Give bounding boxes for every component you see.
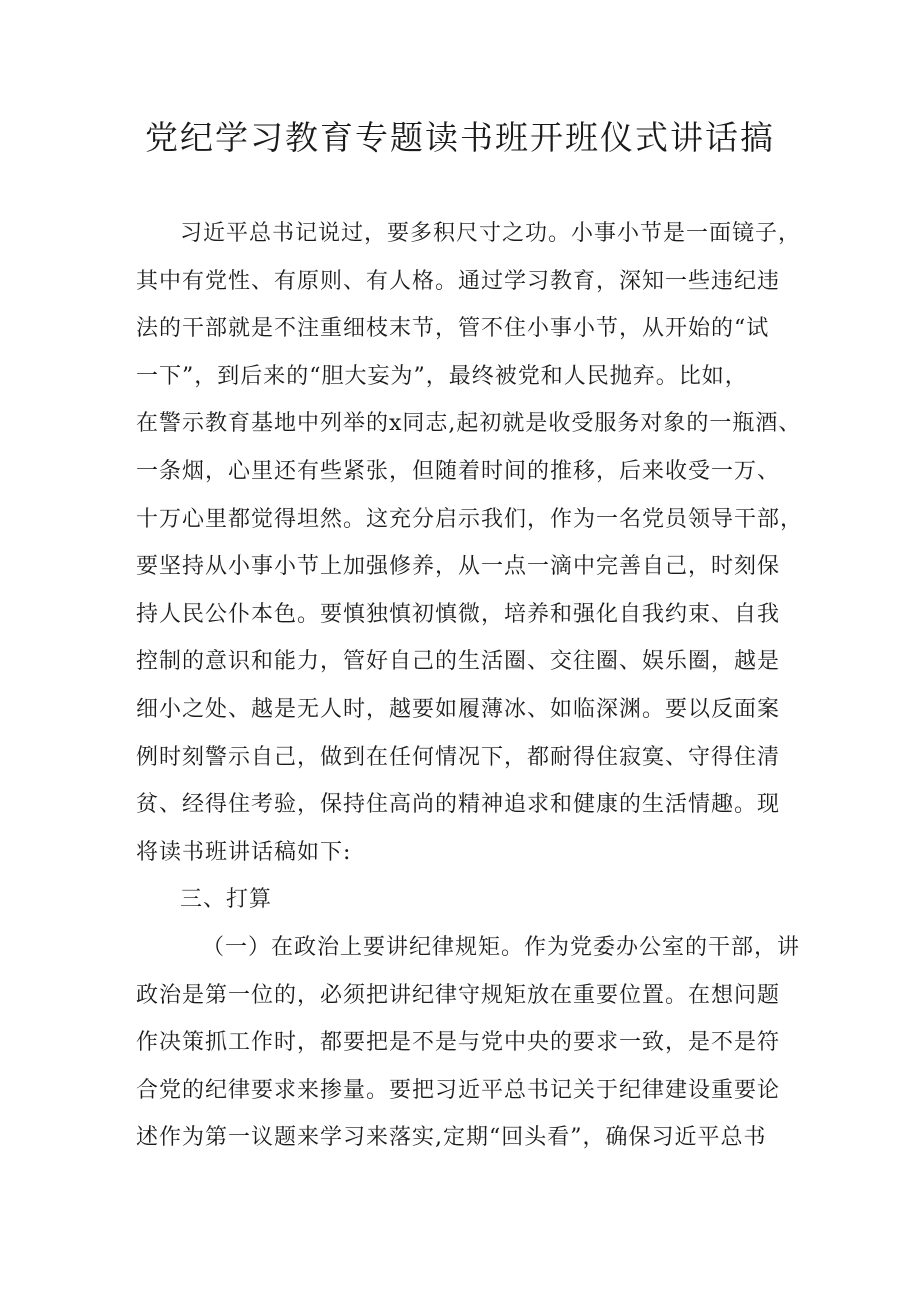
paragraph-line: 其中有党性、有原则、有人格。通过学习教育，深知一些违纪违 [136,268,781,294]
paragraph-line: 述作为第一议题来学习来落实,定期“回头看”，确保习近平总书 [136,1125,767,1151]
paragraph-line: 法的干部就是不注重细枝末节，管不住小事小节，从开始的“试 [136,316,770,342]
document-body [136,210,804,1162]
paragraph-line: 贫、经得住考验，保持住高尚的精神追求和健康的生活情趣。现 [136,792,781,818]
paragraph-line: 十万心里都觉得坦然。这充分启示我们，作为一名党员领导干部， [136,506,804,532]
paragraph-line: 例时刻警示自己，做到在任何情况下，都耐得住寂寞、守得住清 [136,744,781,770]
paragraph-line: 一条烟，心里还有些紧张，但随着时间的推移，后来收受一万、 [136,458,781,484]
paragraph-line: 持人民公仆本色。要慎独慎初慎微，培养和强化自我约束、自我 [136,601,781,627]
paragraph-line: 合党的纪律要求来掺量。要把习近平总书记关于纪律建设重要论 [136,1077,781,1103]
paragraph-line: 在警示教育基地中列举的x同志,起初就是收受服务对象的一瓶酒、 [136,411,802,437]
section-heading: 三、打算 [180,887,273,913]
paragraph-line: 一下”，到后来的“胆大妄为”，最终被党和人民抛弃。比如， [136,363,748,389]
paragraph-line: 习近平总书记说过，要多积尺寸之功。小事小节是一面镜子， [180,221,802,246]
paragraph-line: 政治是第一位的，必须把讲纪律守规矩放在重要位置。在想问题 [136,982,781,1008]
paragraph-line: 控制的意识和能力，管好自己的生活圈、交往圈、娱乐圈，越是 [136,649,781,675]
paragraph-line: 细小之处、越是无人时，越要如履薄冰、如临深渊。要以反面案 [136,696,781,722]
paragraph-line: 要坚持从小事小节上加强修养，从一点一滴中完善自己，时刻保 [136,554,781,580]
document-title: 党纪学习教育专题读书班开班仪式讲话搞 [145,118,775,157]
paragraph-line: 作决策抓工作时，都要把是不是与党中央的要求一致，是不是符 [136,1030,781,1056]
paragraph-line: （一）在政治上要讲纪律规矩。作为党委办公室的干部，讲 [202,934,801,960]
paragraph-line: 将读书班讲话稿如下: [136,839,352,865]
